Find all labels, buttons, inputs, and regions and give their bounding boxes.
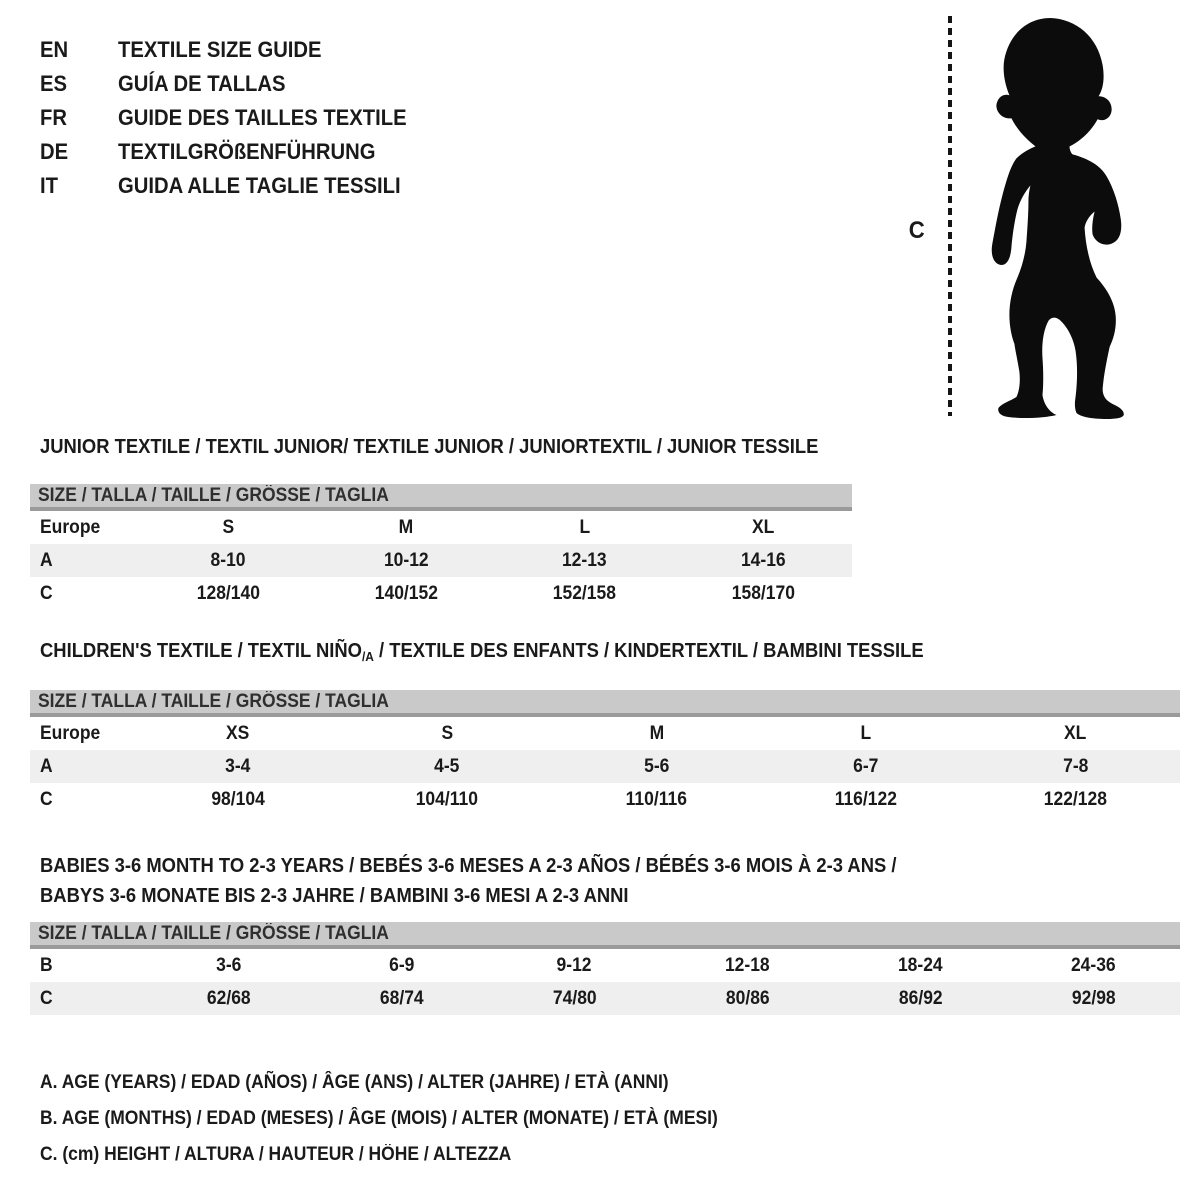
cell: 6-9: [388, 954, 415, 976]
cell: 62/68: [206, 987, 251, 1009]
table-row-europe: [30, 511, 852, 544]
cell: L: [860, 722, 872, 744]
babies-size-table: [30, 922, 1180, 1015]
cell: 5-6: [643, 755, 670, 777]
cell: 98/104: [210, 788, 265, 810]
size-header-label: SIZE / TALLA / TAILLE / GRÖSSE / TAGLIA: [38, 484, 389, 506]
cell: S: [222, 516, 234, 538]
cell: 10-12: [384, 549, 429, 571]
cell: XS: [226, 722, 250, 744]
cell: 7-8: [1062, 755, 1088, 777]
lang-row-es: [40, 67, 432, 101]
cell: 68/74: [379, 987, 424, 1009]
cell: XL: [751, 516, 775, 538]
size-header-label: SIZE / TALLA / TAILLE / GRÖSSE / TAGLIA: [38, 690, 389, 712]
cell: 12-13: [562, 549, 607, 571]
nino-a-subscript: /A: [361, 649, 374, 664]
footnote-a: A. AGE (YEARS) / EDAD (AÑOS) / ÂGE (ANS) / ALTER (JAHRE) / ETÀ (ANNI): [40, 1072, 669, 1093]
row-label: B: [40, 954, 53, 976]
lang-row-de: [40, 135, 432, 169]
cell: 6-7: [853, 755, 879, 777]
lang-code-fr: FR: [40, 105, 67, 130]
children-table-header-bar: [30, 690, 1180, 717]
cell: 122/128: [1043, 788, 1107, 810]
lang-label-it: GUIDA ALLE TAGLIE TESSILI: [118, 173, 401, 198]
table-row-height: [30, 783, 1180, 816]
children-section-heading: CHILDREN'S TEXTILE / TEXTIL $NIÑO_{/A}$ / TEXTILE DES ENFANTS / KINDERTEXTIL / BAMBINI TESSILE: [40, 640, 924, 664]
lang-label-es: GUÍA DE TALLAS: [118, 71, 286, 96]
babies-table-header-bar: [30, 922, 1180, 949]
cell: 128/140: [196, 582, 260, 604]
cell: S: [441, 722, 453, 744]
cell: 152/158: [553, 582, 617, 604]
toddler-silhouette-icon: [962, 13, 1142, 419]
cell: 14-16: [740, 549, 786, 571]
footnote-b: B. AGE (MONTHS) / EDAD (MESES) / ÂGE (MOIS) / ALTER (MONATE) / ETÀ (MESI): [40, 1108, 718, 1129]
lang-row-fr: [40, 101, 432, 135]
cell: L: [579, 516, 590, 538]
table-row-height: [30, 982, 1180, 1015]
lang-row-en: [40, 33, 432, 67]
cell: 3-6: [215, 954, 242, 976]
cell: 24-36: [1071, 954, 1116, 976]
lang-code-en: EN: [40, 37, 69, 62]
table-row-months: [30, 949, 1180, 982]
row-label: C: [40, 987, 53, 1009]
lang-row-it: [40, 169, 432, 203]
cell: 104/110: [415, 788, 479, 810]
cell: 4-5: [434, 755, 460, 777]
table-row-height: [30, 577, 852, 610]
cell: 86/92: [898, 987, 943, 1009]
footnotes: [40, 1065, 777, 1173]
cell: 92/98: [1071, 987, 1116, 1009]
junior-size-table: [30, 484, 852, 610]
footnote-c: C. (cm) HEIGHT / ALTURA / HAUTEUR / HÖHE / ALTEZZA: [40, 1144, 512, 1165]
cell: 3-4: [225, 755, 251, 777]
row-label: A: [40, 549, 53, 571]
cell: 80/86: [725, 987, 770, 1009]
lang-label-fr: GUIDE DES TAILLES TEXTILE: [118, 105, 407, 130]
babies-section-heading-line2: BABYS 3-6 MONATE BIS 2-3 JAHRE / BAMBINI 3-6 MESI A 2-3 ANNI: [40, 885, 629, 907]
lang-code-es: ES: [40, 71, 68, 96]
row-label: C: [40, 582, 53, 604]
row-label: A: [40, 755, 53, 777]
size-header-label: SIZE / TALLA / TAILLE / GRÖSSE / TAGLIA: [38, 922, 389, 944]
cell: M: [399, 516, 414, 538]
lang-code-de: DE: [40, 139, 69, 164]
language-legend: [40, 33, 432, 203]
row-label: Europe: [40, 516, 101, 538]
junior-table-header-bar: [30, 484, 852, 511]
cell: 18-24: [898, 954, 943, 976]
table-row-age: [30, 544, 852, 577]
cell: 9-12: [557, 954, 592, 976]
row-label: C: [40, 788, 53, 810]
children-size-table: [30, 690, 1180, 816]
cell: 140/152: [374, 582, 438, 604]
row-label: Europe: [40, 722, 101, 744]
junior-section-heading: JUNIOR TEXTILE / TEXTIL JUNIOR/ TEXTILE JUNIOR / JUNIORTEXTIL / JUNIOR TESSILE: [40, 436, 819, 458]
cell: 110/116: [625, 788, 688, 810]
babies-section-heading-line1: BABIES 3-6 MONTH TO 2-3 YEARS / BEBÉS 3-6 MESES A 2-3 AÑOS / BÉBÉS 3-6 MOIS À 2-3 ANS /: [40, 855, 897, 877]
table-row-age: [30, 750, 1180, 783]
lang-label-de: TEXTILGRÖßENFÜHRUNG: [118, 139, 376, 164]
cell: 8-10: [210, 549, 246, 571]
cell: 116/122: [834, 788, 898, 810]
measure-label-c: C: [908, 217, 925, 244]
cell: XL: [1064, 722, 1087, 744]
table-row-europe: [30, 717, 1180, 750]
lang-code-it: IT: [40, 173, 58, 198]
lang-label-en: TEXTILE SIZE GUIDE: [118, 37, 322, 62]
cell: 12-18: [725, 954, 770, 976]
cell: 74/80: [552, 987, 597, 1009]
height-measure-dashed-line: [948, 16, 952, 416]
cell: M: [649, 722, 664, 744]
cell: 158/170: [731, 582, 795, 604]
